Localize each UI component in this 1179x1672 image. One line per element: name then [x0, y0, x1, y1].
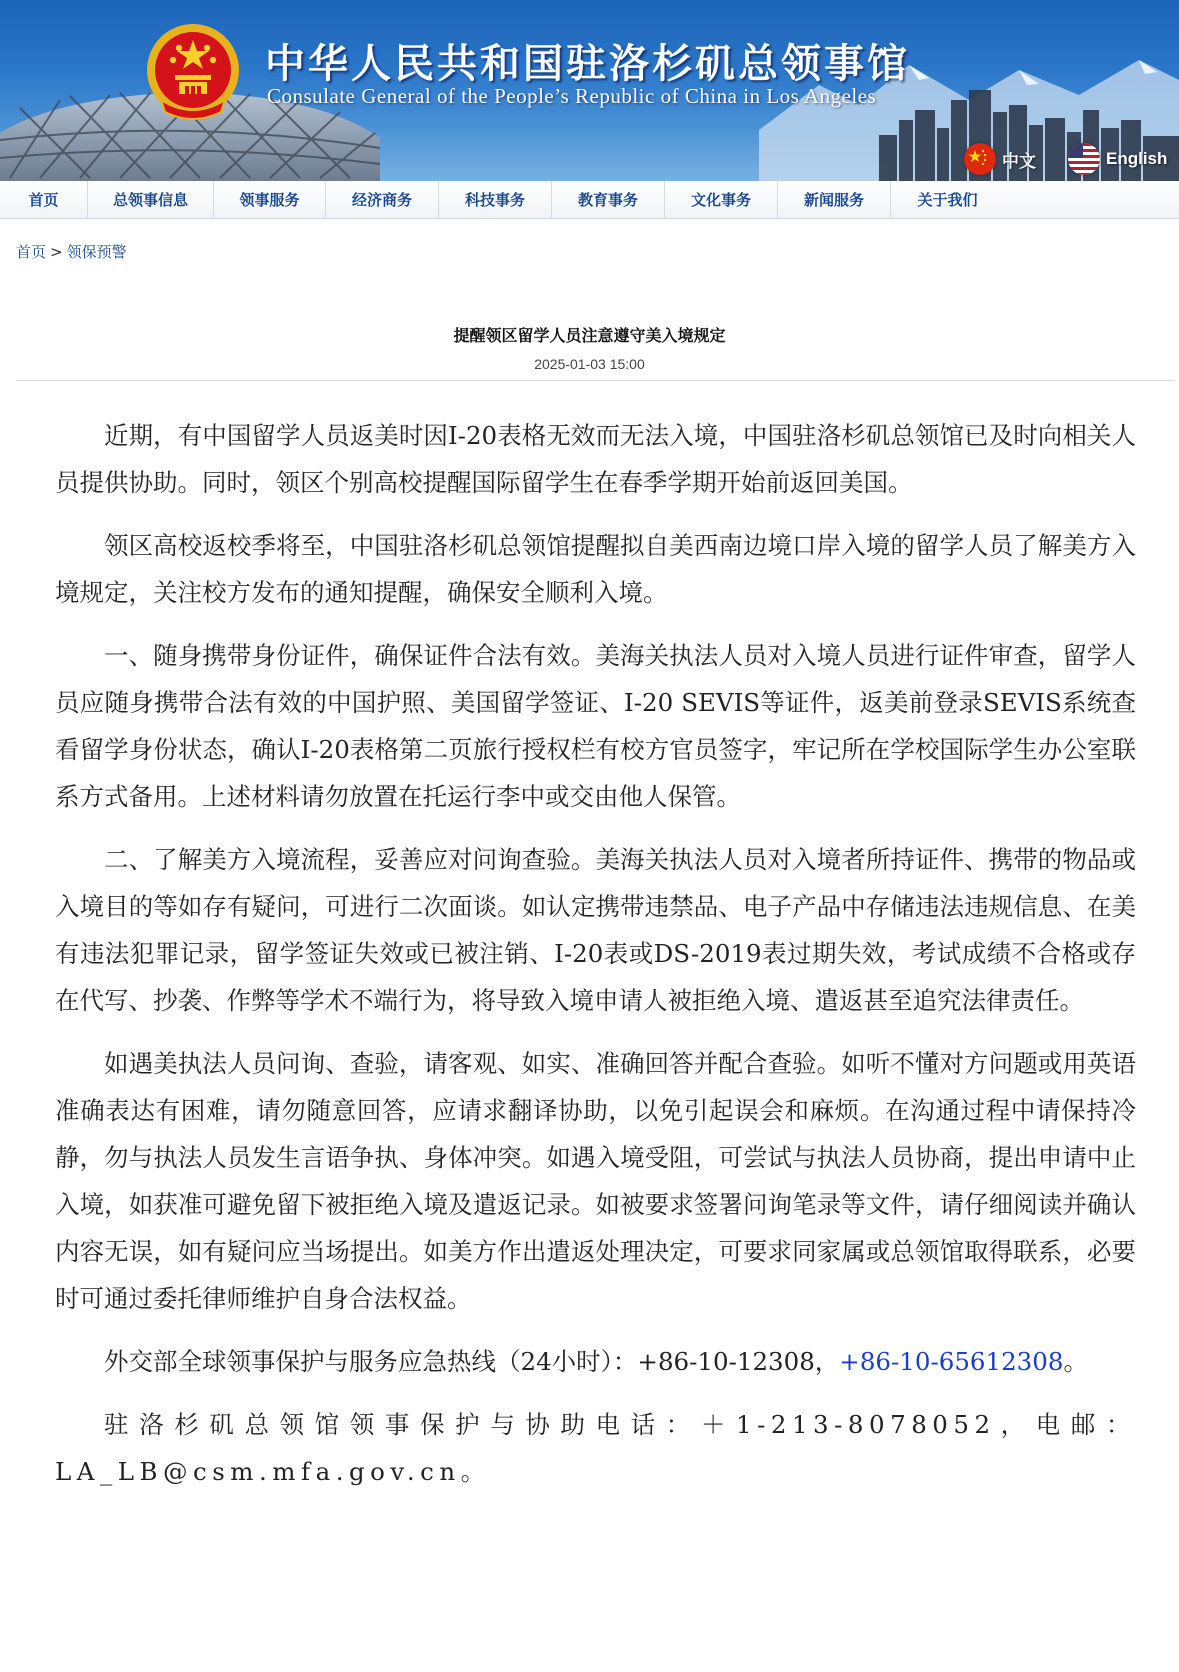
breadcrumb	[16, 241, 127, 262]
breadcrumb-home-link[interactable]: 首页	[16, 243, 47, 261]
contact-paragraph: 驻洛杉矶总领馆领事保护与协助电话：＋1-213-8078052，电邮：LA_LB@csm.mfa.gov.cn。	[55, 1410, 1136, 1486]
language-chinese-label: 中文	[1002, 151, 1036, 171]
nav-item-home[interactable]: 首页	[0, 181, 88, 219]
article-paragraph: 一、随身携带身份证件，确保证件合法有效。美海关执法人员对入境人员进行证件审查，留学人员应随身携带合法有效的中国护照、美国留学签证、I-20 SEVIS等证件，返美前登录SEVIS系统查看留学身份状态，确认I-20表格第二页旅行授权栏有校方官员签字，牢记所在学校国际学生办公室联系方式备用。上述材料请勿放置在托运行李中或交由他人保管。	[55, 641, 1136, 811]
main-nav	[0, 181, 1179, 219]
china-flag-icon	[964, 143, 996, 175]
hotline-end: 。	[1063, 1347, 1088, 1376]
article-date: 2025-01-03 15:00	[534, 356, 645, 372]
article-title: 提醒领区留学人员注意遵守美入境规定	[453, 326, 726, 345]
nav-item-economic-commercial[interactable]: 经济商务	[326, 181, 439, 219]
breadcrumb-separator: >	[50, 243, 63, 261]
article-paragraph: 近期，有中国留学人员返美时因I-20表格无效而无法入境，中国驻洛杉矶总领馆已及时向相关人员提供协助。同时，领区个别高校提醒国际留学生在春季学期开始前返回美国。	[55, 421, 1136, 497]
nav-item-education[interactable]: 教育事务	[552, 181, 665, 219]
language-english-link[interactable]	[1068, 143, 1167, 175]
nav-item-culture[interactable]: 文化事务	[665, 181, 778, 219]
nav-item-consular-services[interactable]: 领事服务	[214, 181, 326, 219]
site-banner	[0, 0, 1179, 181]
article-divider	[16, 380, 1175, 381]
hotline-paragraph	[55, 1338, 1136, 1385]
site-title-chinese: 中华人民共和国驻洛杉矶总领事馆	[265, 40, 910, 87]
hotline-phone-link[interactable]: +86-10-65612308	[839, 1347, 1064, 1376]
site-title-english: Consulate General of the People’s Republic of China in Los Angeles	[267, 84, 877, 108]
article-paragraph: 二、了解美方入境流程，妥善应对问询查验。美海关执法人员对入境者所持证件、携带的物品或入境目的等如存有疑问，可进行二次面谈。如认定携带违禁品、电子产品中存储违法违规信息、在美有违法犯罪记录，留学签证失效或已被注销、I-20表或DS-2019表过期失效，考试成绩不合格或存在代写、抄袭、作弊等学术不端行为，将导致入境申请人被拒绝入境、遣返甚至追究法律责任。	[55, 845, 1136, 1015]
breadcrumb-current-link[interactable]: 领保预警	[66, 243, 127, 261]
article-paragraph: 领区高校返校季将至，中国驻洛杉矶总领馆提醒拟自美西南边境口岸入境的留学人员了解美方入境规定，关注校方发布的通知提醒，确保安全顺利入境。	[55, 531, 1136, 607]
nav-item-science-technology[interactable]: 科技事务	[439, 181, 552, 219]
article-body	[55, 412, 1136, 1511]
language-chinese-link[interactable]	[964, 143, 1036, 175]
nav-item-news[interactable]: 新闻服务	[778, 181, 891, 219]
nav-item-about-us[interactable]: 关于我们	[917, 191, 978, 209]
us-flag-icon	[1068, 143, 1100, 175]
nav-item-consul-general-info[interactable]: 总领事信息	[88, 181, 214, 219]
language-english-label: English	[1106, 149, 1168, 168]
article-paragraph: 如遇美执法人员问询、查验，请客观、如实、准确回答并配合查验。如听不懂对方问题或用英语准确表达有困难，请勿随意回答，应请求翻译协助，以免引起误会和麻烦。在沟通过程中请保持冷静，勿与执法人员发生言语争执、身体冲突。如遇入境受阻，可尝试与执法人员协商，提出申请中止入境，如获准可避免留下被拒绝入境及遣返记录。如被要求签署问询笔录等文件，请仔细阅读并确认内容无误，如有疑问应当场提出。如美方作出遣返处理决定，可要求同家属或总领馆取得联系，必要时可通过委托律师维护自身合法权益。	[55, 1049, 1136, 1313]
hotline-label: 外交部全球领事保护与服务应急热线（24小时）：+86-10-12308，	[104, 1347, 840, 1376]
national-emblem-icon	[143, 20, 243, 125]
